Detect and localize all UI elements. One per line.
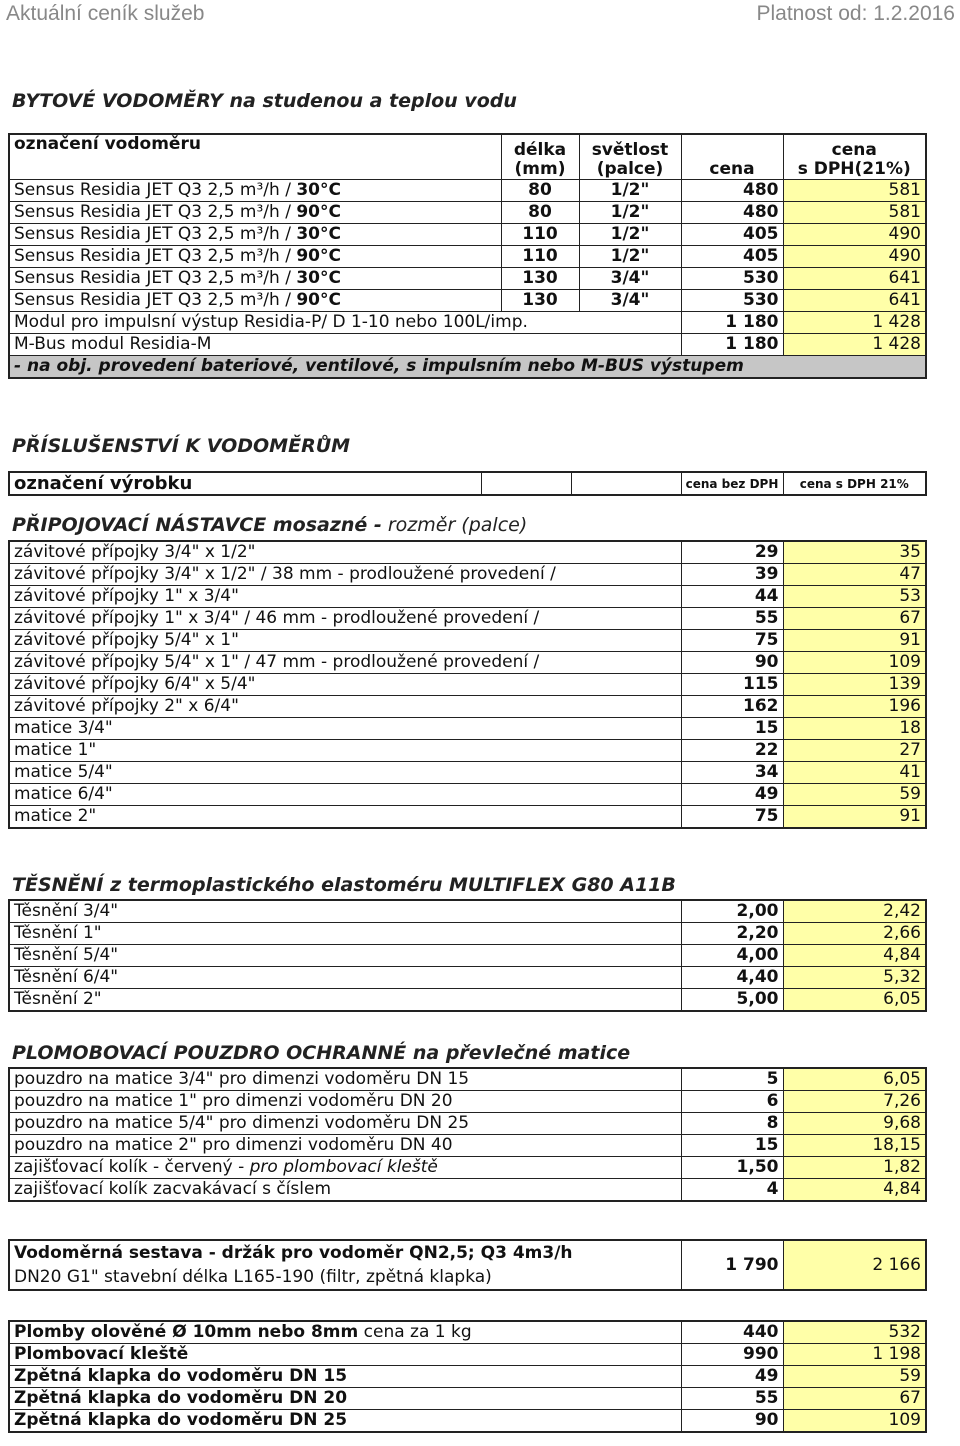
col-price-with-vat: cena s DPH 21%: [783, 472, 926, 495]
order-note: - na obj. provedení bateriové, ventilové, s impulsním nebo M-BUS výstupem: [9, 356, 926, 379]
gaskets-title: TĚSNĚNÍ z termoplastického elastoméru MULTIFLEX G80 A11B: [12, 874, 676, 896]
table-row: [9, 541, 926, 564]
table-row: [9, 1240, 926, 1290]
item-price: 115: [681, 674, 783, 696]
item-name: Těsnění 1": [9, 923, 681, 945]
water-meters-table: [8, 133, 927, 379]
table-row: [9, 806, 926, 829]
item-price-vat: 9,68: [783, 1113, 926, 1135]
table-row: [9, 923, 926, 945]
item-name: závitové přípojky 2" x 6/4": [9, 696, 681, 718]
col-length: délka (mm): [501, 134, 579, 180]
table-row: [9, 762, 926, 784]
item-name: pouzdro na matice 5/4" pro dimenzi vodoměru DN 25: [9, 1113, 681, 1135]
item-price-vat: 5,32: [783, 967, 926, 989]
meter-length: 80: [501, 180, 579, 202]
meter-length: 130: [501, 268, 579, 290]
meter-length: 110: [501, 224, 579, 246]
item-name: pouzdro na matice 3/4" pro dimenzi vodoměru DN 15: [9, 1068, 681, 1091]
table-row: [9, 1388, 926, 1410]
misc-table: [8, 1320, 927, 1433]
table-row: [9, 224, 926, 246]
meter-length: 130: [501, 290, 579, 312]
item-name: zajišťovací kolík - červený - pro plombovací kleště: [9, 1157, 681, 1179]
empty-cell: [571, 472, 681, 495]
meter-size: 1/2": [579, 246, 681, 268]
meter-name: Sensus Residia JET Q3 2,5 m³/h / 30°C: [9, 180, 501, 202]
seal-sleeve-table: [8, 1067, 927, 1202]
item-price-vat: 35: [783, 541, 926, 564]
meter-length: 110: [501, 246, 579, 268]
item-price: 4: [681, 1179, 783, 1202]
item-price-vat: 1,82: [783, 1157, 926, 1179]
col-price-vat: cena s DPH(21%): [783, 134, 926, 180]
table-row: [9, 1068, 926, 1091]
meter-price-vat: 641: [783, 268, 926, 290]
table-row: [9, 945, 926, 967]
table-row: [9, 586, 926, 608]
item-price-vat: 67: [783, 1388, 926, 1410]
item-price-vat: 91: [783, 630, 926, 652]
meter-name: Sensus Residia JET Q3 2,5 m³/h / 90°C: [9, 290, 501, 312]
seal-sleeve-title: PLOMOBOVACÍ POUZDRO OCHRANNÉ na převlečné matice: [12, 1042, 631, 1064]
item-name: závitové přípojky 3/4" x 1/2": [9, 541, 681, 564]
item-name: Plombovací kleště: [9, 1344, 681, 1366]
meter-price: 480: [681, 202, 783, 224]
table-row: [9, 1179, 926, 1202]
meter-price: 405: [681, 246, 783, 268]
item-name: pouzdro na matice 1" pro dimenzi vodoměru DN 20: [9, 1091, 681, 1113]
item-price: 49: [681, 784, 783, 806]
item-price: 5: [681, 1068, 783, 1091]
connectors-title: PŘIPOJOVACÍ NÁSTAVCE mosazné - rozměr (palce): [12, 514, 528, 536]
table-row: [9, 989, 926, 1012]
item-name: matice 3/4": [9, 718, 681, 740]
item-price-vat: 2,42: [783, 900, 926, 923]
table-row: [9, 312, 926, 334]
item-price: 55: [681, 1388, 783, 1410]
table-row: [9, 900, 926, 923]
item-price-vat: 91: [783, 806, 926, 829]
table-row: [9, 1091, 926, 1113]
item-price-vat: 27: [783, 740, 926, 762]
item-name: matice 2": [9, 806, 681, 829]
col-price: cena: [681, 134, 783, 180]
module-price: 1 180: [681, 334, 783, 356]
order-note-row: [9, 356, 926, 379]
item-price: 6: [681, 1091, 783, 1113]
item-name: závitové přípojky 1" x 3/4" / 46 mm - prodloužené provedení /: [9, 608, 681, 630]
item-price-vat: 196: [783, 696, 926, 718]
table-row: [9, 202, 926, 224]
meter-set-price: 1 790: [681, 1240, 783, 1290]
table-row: [9, 740, 926, 762]
meter-length: 80: [501, 202, 579, 224]
item-price: 90: [681, 1410, 783, 1433]
module-name: Modul pro impulsní výstup Residia-P/ D 1-10 nebo 100L/imp.: [9, 312, 681, 334]
module-price-vat: 1 428: [783, 312, 926, 334]
table-row: [9, 1366, 926, 1388]
table-row: [9, 564, 926, 586]
col-product-name: označení výrobku: [9, 472, 481, 495]
meter-size: 3/4": [579, 268, 681, 290]
meter-price-vat: 581: [783, 202, 926, 224]
item-name: pouzdro na matice 2" pro dimenzi vodoměru DN 40: [9, 1135, 681, 1157]
meter-name: Sensus Residia JET Q3 2,5 m³/h / 90°C: [9, 246, 501, 268]
meter-price-vat: 641: [783, 290, 926, 312]
item-price-vat: 4,84: [783, 1179, 926, 1202]
item-price-vat: 6,05: [783, 1068, 926, 1091]
table-row: [9, 1410, 926, 1433]
item-name: závitové přípojky 5/4" x 1" / 47 mm - prodloužené provedení /: [9, 652, 681, 674]
item-price: 440: [681, 1321, 783, 1344]
item-price: 5,00: [681, 989, 783, 1012]
item-price: 55: [681, 608, 783, 630]
item-name: matice 6/4": [9, 784, 681, 806]
item-price: 75: [681, 630, 783, 652]
item-price-vat: 4,84: [783, 945, 926, 967]
meter-size: 1/2": [579, 180, 681, 202]
col-size: světlost (palce): [579, 134, 681, 180]
gaskets-table: [8, 899, 927, 1012]
item-price: 4,00: [681, 945, 783, 967]
meter-set-desc: Vodoměrná sestava - držák pro vodoměr QN2,5; Q3 4m3/h DN20 G1" stavební délka L165-190 (filtr, zpětná klapka): [9, 1240, 681, 1290]
item-price-vat: 18: [783, 718, 926, 740]
item-price-vat: 139: [783, 674, 926, 696]
price-list-title: Aktuální ceník služeb: [6, 2, 205, 25]
item-price: 90: [681, 652, 783, 674]
table-row: [9, 718, 926, 740]
col-price-no-vat: cena bez DPH: [681, 472, 783, 495]
table-row: [9, 784, 926, 806]
meter-set-price-vat: 2 166: [783, 1240, 926, 1290]
table-row: [9, 1135, 926, 1157]
table-row: [9, 334, 926, 356]
meter-name: Sensus Residia JET Q3 2,5 m³/h / 30°C: [9, 268, 501, 290]
item-price: 4,40: [681, 967, 783, 989]
table-row: [9, 967, 926, 989]
module-name: M-Bus modul Residia-M: [9, 334, 681, 356]
table-row: [9, 696, 926, 718]
table-header-row: [9, 134, 926, 180]
table-row: [9, 180, 926, 202]
table-row: [9, 1344, 926, 1366]
meter-size: 1/2": [579, 202, 681, 224]
col-meter-name: označení vodoměru: [9, 134, 501, 180]
item-price-vat: 59: [783, 784, 926, 806]
item-price: 29: [681, 541, 783, 564]
item-price-vat: 1 198: [783, 1344, 926, 1366]
item-name: Těsnění 5/4": [9, 945, 681, 967]
item-name: Zpětná klapka do vodoměru DN 20: [9, 1388, 681, 1410]
meter-price: 530: [681, 268, 783, 290]
meter-price: 405: [681, 224, 783, 246]
module-price-vat: 1 428: [783, 334, 926, 356]
water-meters-title: BYTOVÉ VODOMĚRY na studenou a teplou vodu: [12, 90, 517, 112]
item-name: matice 5/4": [9, 762, 681, 784]
item-price-vat: 59: [783, 1366, 926, 1388]
item-name: Plomby olověné Ø 10mm nebo 8mm cena za 1 kg: [9, 1321, 681, 1344]
item-price-vat: 41: [783, 762, 926, 784]
item-price-vat: 6,05: [783, 989, 926, 1012]
table-row: [9, 608, 926, 630]
meter-price: 480: [681, 180, 783, 202]
item-price: 15: [681, 1135, 783, 1157]
accessories-title: PŘÍSLUŠENSTVÍ K VODOMĚRŮM: [12, 435, 351, 457]
validity-date: Platnost od: 1.2.2016: [756, 2, 955, 25]
meter-size: 1/2": [579, 224, 681, 246]
item-name: matice 1": [9, 740, 681, 762]
item-price: 15: [681, 718, 783, 740]
item-price-vat: 18,15: [783, 1135, 926, 1157]
item-price-vat: 67: [783, 608, 926, 630]
item-price: 39: [681, 564, 783, 586]
item-price: 990: [681, 1344, 783, 1366]
item-price: 162: [681, 696, 783, 718]
meter-set-table: [8, 1239, 927, 1291]
item-name: závitové přípojky 5/4" x 1": [9, 630, 681, 652]
item-name: závitové přípojky 6/4" x 5/4": [9, 674, 681, 696]
item-price-vat: 109: [783, 1410, 926, 1433]
meter-name: Sensus Residia JET Q3 2,5 m³/h / 30°C: [9, 224, 501, 246]
item-name: Zpětná klapka do vodoměru DN 25: [9, 1410, 681, 1433]
table-row: [9, 1157, 926, 1179]
item-price: 49: [681, 1366, 783, 1388]
meter-price-vat: 490: [783, 224, 926, 246]
item-price-vat: 7,26: [783, 1091, 926, 1113]
item-price-vat: 47: [783, 564, 926, 586]
module-price: 1 180: [681, 312, 783, 334]
item-price: 34: [681, 762, 783, 784]
table-row: [9, 1321, 926, 1344]
empty-cell: [481, 472, 571, 495]
accessories-header-table: [8, 471, 927, 496]
meter-name: Sensus Residia JET Q3 2,5 m³/h / 90°C: [9, 202, 501, 224]
meter-size: 3/4": [579, 290, 681, 312]
meter-price-vat: 581: [783, 180, 926, 202]
table-row: [9, 268, 926, 290]
item-name: zajišťovací kolík zacvakávací s číslem: [9, 1179, 681, 1202]
meter-price: 530: [681, 290, 783, 312]
item-price: 2,20: [681, 923, 783, 945]
item-price-vat: 53: [783, 586, 926, 608]
table-row: [9, 246, 926, 268]
item-price: 44: [681, 586, 783, 608]
item-price: 75: [681, 806, 783, 829]
connectors-table: [8, 540, 927, 829]
table-row: [9, 630, 926, 652]
meter-price-vat: 490: [783, 246, 926, 268]
table-row: [9, 652, 926, 674]
item-price: 22: [681, 740, 783, 762]
item-name: závitové přípojky 1" x 3/4": [9, 586, 681, 608]
item-name: Těsnění 3/4": [9, 900, 681, 923]
item-price-vat: 109: [783, 652, 926, 674]
item-price: 2,00: [681, 900, 783, 923]
table-row: [9, 674, 926, 696]
item-name: Těsnění 6/4": [9, 967, 681, 989]
item-price: 1,50: [681, 1157, 783, 1179]
table-row: [9, 1113, 926, 1135]
item-price: 8: [681, 1113, 783, 1135]
item-name: závitové přípojky 3/4" x 1/2" / 38 mm - prodloužené provedení /: [9, 564, 681, 586]
table-row: [9, 290, 926, 312]
item-name: Zpětná klapka do vodoměru DN 15: [9, 1366, 681, 1388]
item-price-vat: 532: [783, 1321, 926, 1344]
item-name: Těsnění 2": [9, 989, 681, 1012]
item-price-vat: 2,66: [783, 923, 926, 945]
